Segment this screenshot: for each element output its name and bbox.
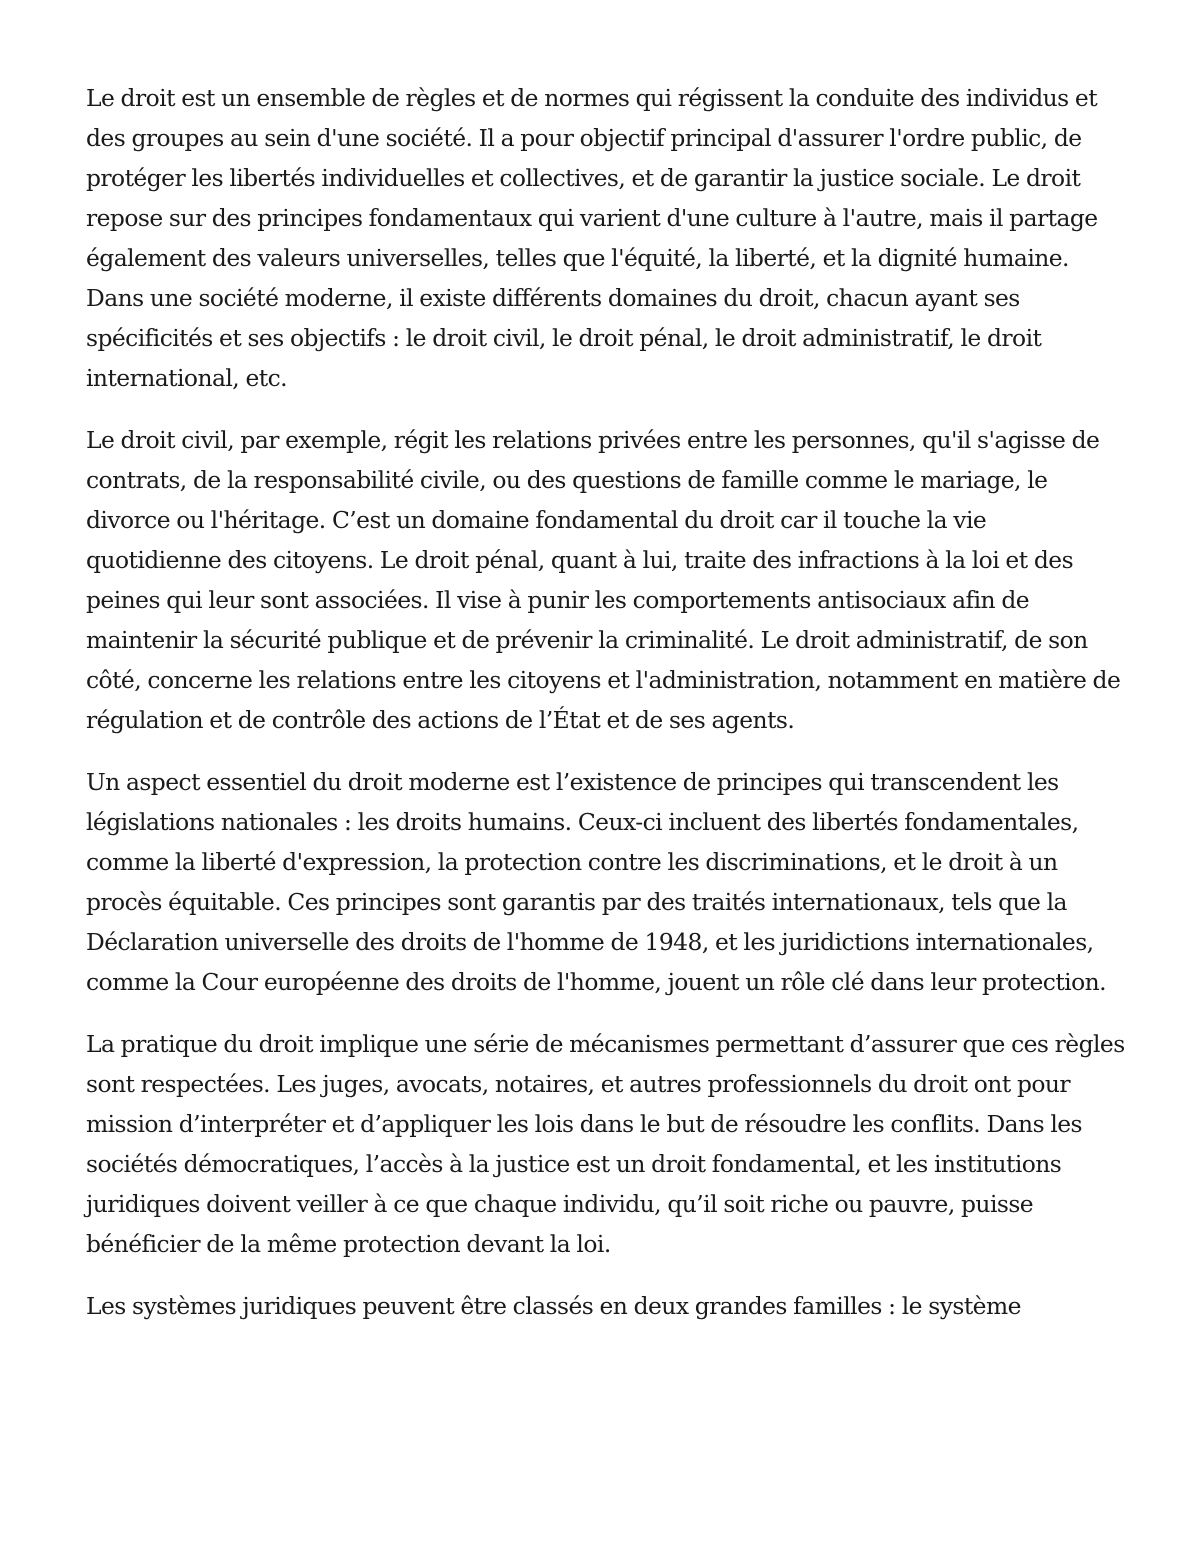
paragraph-legal-systems: Les systèmes juridiques peuvent être classés en deux grandes familles : le système — [86, 1292, 1021, 1320]
paragraph-human-rights: Un aspect essentiel du droit moderne est l’existence de principes qui transcendent les législations nationales : les droits humains. Ceux-ci incluent des libertés fondamentales, comme la liberté d'expression, la protection contre les discriminations, et le droit à un procès équitable. Ces principes sont garantis par des traités internationaux, tels que la Déclaration universelle des droits de l'homme de 1948, et les juridictions internationales, comme la Cour européenne des droits de l'homme, jouent un rôle clé dans leur protection. — [86, 768, 1107, 996]
paragraph-civil-law: Le droit civil, par exemple, régit les relations privées entre les personnes, qu'il s'agisse de contrats, de la responsabilité civile, ou des questions de famille comme le mariage, le divorce ou l'héritage. C’est un domaine fondamental du droit car il touche la vie quotidienne des citoyens. Le droit pénal, quant à lui, traite des infractions à la loi et des peines qui leur sont associées. Il vise à punir les comportements antisociaux afin de maintenir la sécurité publique et de prévenir la criminalité. Le droit administratif, de son côté, concerne les relations entre les citoyens et l'administration, notamment en matière de régulation et de contrôle des actions de l’État et de ses agents. — [86, 426, 1121, 734]
paragraph-intro: Le droit est un ensemble de règles et de normes qui régissent la conduite des individus et des groupes au sein d'une société. Il a pour objectif principal d'assurer l'ordre public, de protéger les libertés individuelles et collectives, et de garantir la justice sociale. Le droit repose sur des principes fondamentaux qui varient d'une culture à l'autre, mais il partage également des valeurs universelles, telles que l'équité, la liberté, et la dignité humaine. Dans une société moderne, il existe différents domaines du droit, chacun ayant ses spécificités et ses objectifs : le droit civil, le droit pénal, le droit administratif, le droit international, etc. — [86, 84, 1098, 392]
document-body — [86, 78, 1126, 1348]
paragraph-legal-practice: La pratique du droit implique une série de mécanismes permettant d’assurer que ces règles sont respectées. Les juges, avocats, notaires, et autres professionnels du droit ont pour mission d’interpréter et d’appliquer les lois dans le but de résoudre les conflits. Dans les sociétés démocratiques, l’accès à la justice est un droit fondamental, et les institutions juridiques doivent veiller à ce que chaque individu, qu’il soit riche ou pauvre, puisse bénéficier de la même protection devant la loi. — [86, 1030, 1125, 1258]
